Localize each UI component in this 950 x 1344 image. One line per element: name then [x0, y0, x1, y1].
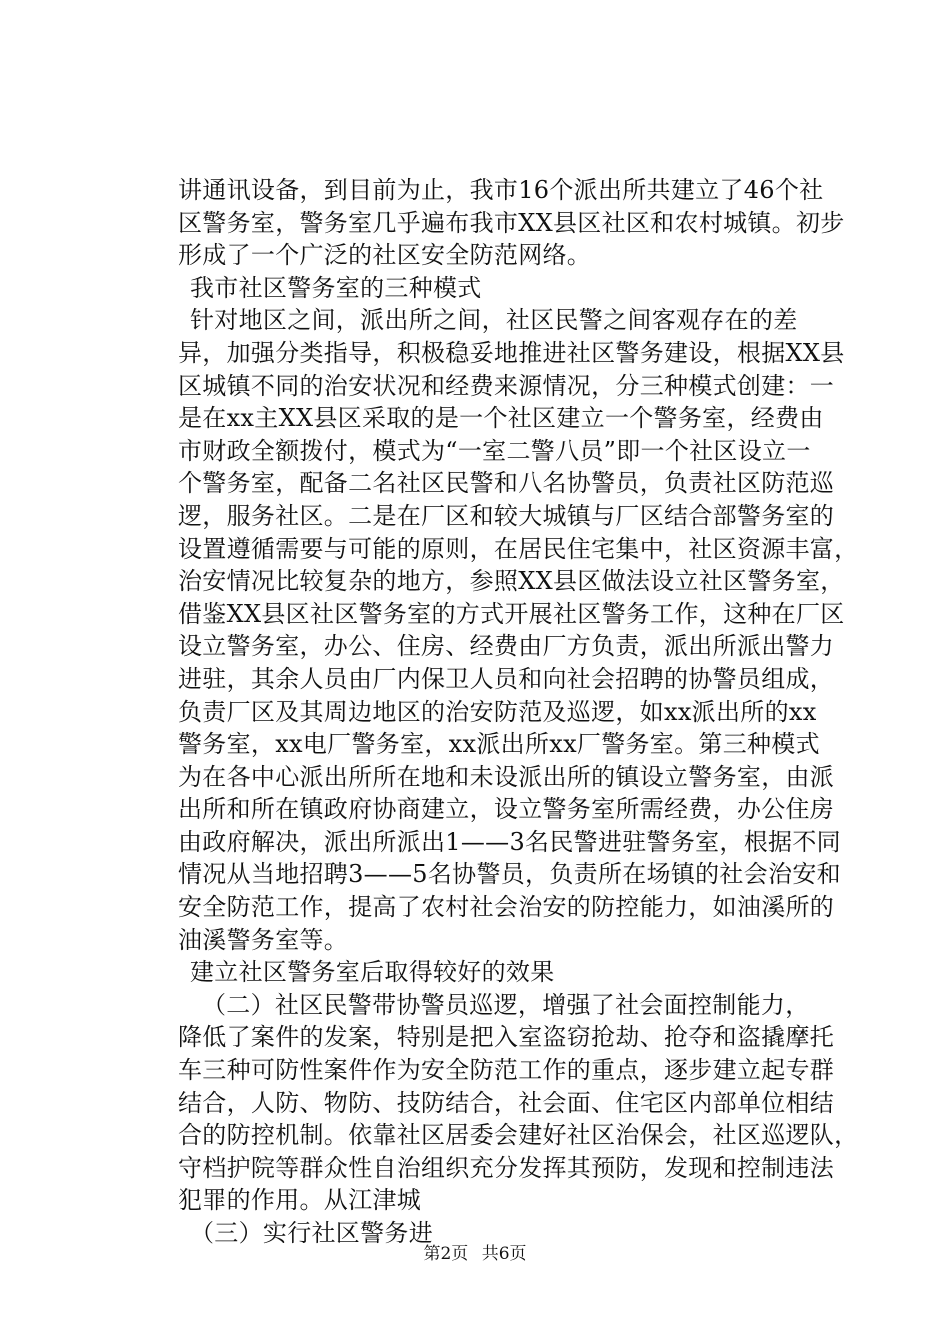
text-line: 设置遵循需要与可能的原则，在居民住宅集中，社区资源丰富， [178, 534, 859, 563]
text-line: 由政府解决，派出所派出1——3名民警进驻警务室，根据不同 [178, 827, 841, 856]
text-line: 治安情况比较复杂的地方，参照XX县区做法设立社区警务室， [178, 567, 845, 596]
text-line: 车三种可防性案件作为安全防范工作的重点，逐步建立起专群 [178, 1056, 835, 1085]
page-total: 共6页 [481, 1244, 527, 1264]
paragraph-start: （三）实行社区警务进 [190, 1219, 433, 1247]
paragraph-start: （二）社区民警带协警员巡逻，增强了社会面控制能力， [202, 990, 810, 1019]
section-heading: 建立社区警务室后取得较好的效果 [190, 958, 555, 987]
text-line: 守档护院等群众性自治组织充分发挥其预防，发现和控制违法 [178, 1153, 835, 1182]
text-line: 借鉴XX县区社区警务室的方式开展社区警务工作，这种在厂区 [178, 599, 845, 628]
text-line: 讲通讯设备，到目前为止，我市16个派出所共建立了46个社 [178, 176, 824, 204]
text-line: 合的防控机制。依靠社区居委会建好社区治保会，社区巡逻队， [178, 1121, 859, 1150]
section-heading: 我市社区警务室的三种模式 [190, 273, 482, 302]
text-line: 警务室，xx电厂警务室，xx派出所xx厂警务室。第三种模式 [178, 730, 820, 759]
text-line: 区警务室，警务室几乎遍布我市XX县区社区和农村城镇。初步 [178, 208, 845, 237]
text-line: 出所和所在镇政府协商建立，设立警务室所需经费，办公住房 [178, 795, 835, 824]
text-line: 个警务室，配备二名社区民警和八名协警员，负责社区防范巡 [178, 469, 835, 498]
text-line: 安全防范工作，提高了农村社会治安的防控能力，如油溪所的 [178, 893, 835, 922]
text-line: 结合，人防、物防、技防结合，社会面、住宅区内部单位相结 [178, 1088, 835, 1117]
paragraph-start: 针对地区之间，派出所之间，社区民警之间客观存在的差 [190, 306, 798, 335]
text-line: 为在各中心派出所所在地和未设派出所的镇设立警务室，由派 [178, 762, 835, 791]
text-line: 情况从当地招聘3——5名协警员，负责所在场镇的社会治安和 [178, 860, 841, 889]
text-line: 降低了案件的发案，特别是把入室盗窃抢劫、抢夺和盗撬摩托 [178, 1023, 835, 1052]
text-line: 进驻，其余人员由厂内保卫人员和向社会招聘的协警员组成， [178, 664, 835, 693]
page-footer [0, 1243, 950, 1265]
text-line: 市财政全额拨付，模式为“一室二警八员”即一个社区设立一 [178, 436, 811, 465]
text-line: 形成了一个广泛的社区安全防范网络。 [178, 241, 592, 270]
document-body [178, 174, 858, 1250]
text-line: 负责厂区及其周边地区的治安防范及巡逻，如xx派出所的xx [178, 697, 817, 726]
text-line: 区城镇不同的治安状况和经费来源情况，分三种模式创建：一 [178, 371, 835, 400]
page-number: 第2页 [423, 1244, 469, 1264]
text-line: 逻，服务社区。二是在厂区和较大城镇与厂区结合部警务室的 [178, 501, 835, 530]
text-line: 异，加强分类指导，积极稳妥地推进社区警务建设，根据XX县 [178, 338, 845, 367]
text-line: 犯罪的作用。从江津城 [178, 1186, 421, 1215]
text-line: 设立警务室，办公、住房、经费由厂方负责，派出所派出警力 [178, 632, 835, 661]
text-line: 是在xx主XX县区采取的是一个社区建立一个警务室，经费由 [178, 404, 824, 433]
text-line: 油溪警务室等。 [178, 925, 349, 954]
